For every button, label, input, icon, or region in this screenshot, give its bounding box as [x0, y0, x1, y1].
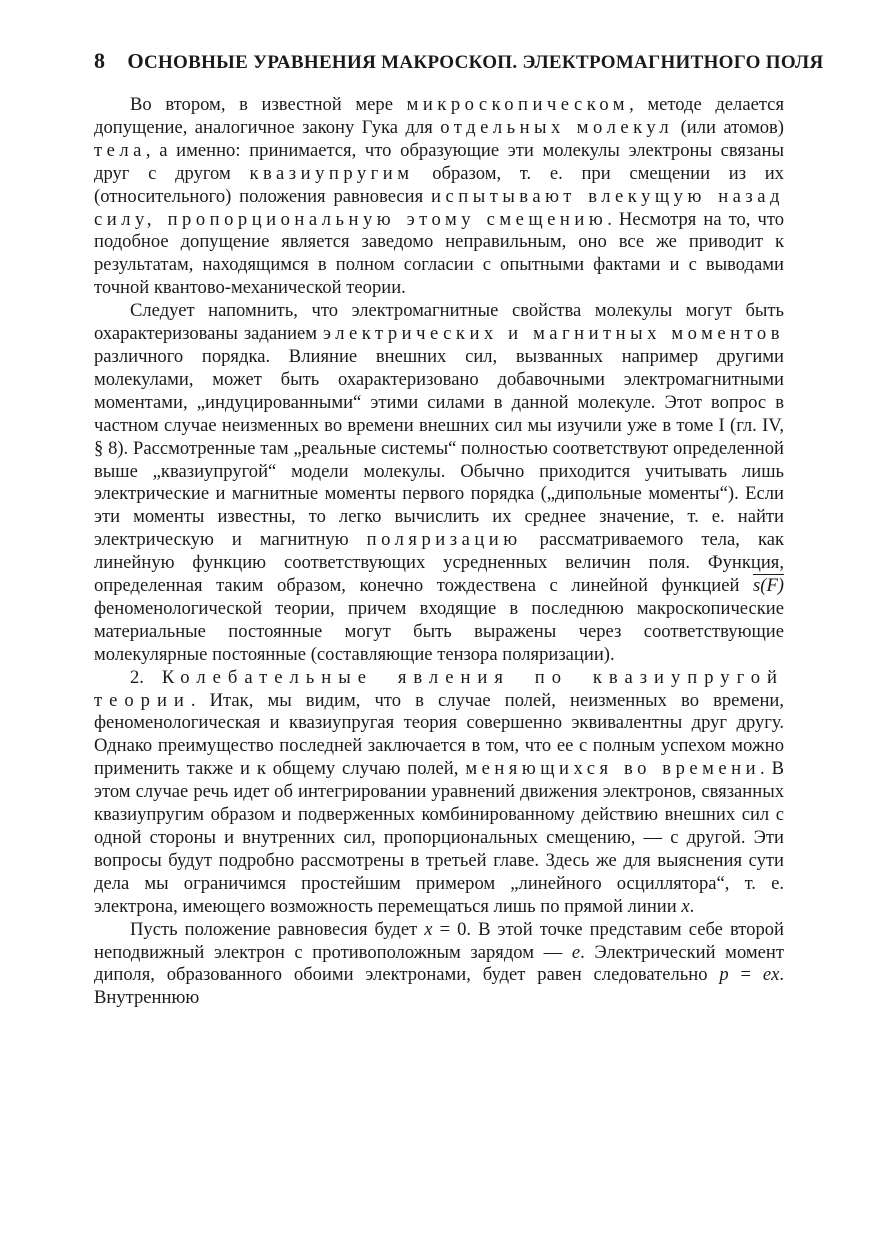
text-run: Во втором, в известной мере: [130, 94, 407, 115]
paragraph-4: [94, 919, 784, 1011]
text-run: . Электрический момент диполя, образованного обоими электронами, будет равен следовательно: [94, 941, 784, 986]
page-number: 8: [94, 48, 106, 73]
emphasized-text: x: [424, 918, 433, 940]
emphasized-text: меняющихся во времени: [465, 758, 761, 780]
emphasized-text: испытывают влекущую назад силу, пропорциональную этому смещению: [94, 185, 784, 230]
body-text: [94, 94, 784, 1010]
emphasized-text: ex: [762, 964, 780, 986]
running-head: [94, 48, 824, 74]
text-run: рассматриваемого тела, как линейную функцию соответствующих усредненных величин поля. Функция, определенная таким образом, конечно тождествена с линейной функцией: [94, 529, 785, 597]
emphasized-text: x: [681, 895, 690, 917]
text-run: . Внутреннюю: [94, 964, 784, 1009]
text-run: образом, т. е. при смещении из их (относительного) положения равновесия: [94, 162, 784, 207]
emphasized-text: поляризацию: [366, 529, 522, 551]
text-run: 2.: [130, 666, 162, 688]
emphasized-text: s(F): [753, 575, 784, 597]
emphasized-text: квазиупругим: [249, 162, 414, 184]
text-run: . Итак, мы видим, что в случае полей, неизменных во времени, феноменологическая и квазиупругая теория совершенно эквивалентны друг другу. Однако преимущество последней заключается в том, что ее с полным успехом можно применить также и к общему случаю полей,: [94, 689, 784, 780]
emphasized-text: Колебательные явления по квазиупругой теории: [94, 666, 785, 711]
text-run: феноменологической теории, причем входящие в последнюю макроскопические материальные постоянные могут быть выражены через соответствующие молекулярные постоянные (составляющие тензора поляризации).: [94, 597, 784, 665]
text-run: . В этом случае речь идет об интегрировании уравнений движения электронов, связанных квазиупругим образом и подверженных комбинированному действию внешних сил с одной стороны и внутренних сил, пропорциональных смещению, — с другой. Эти вопросы будут подробно рассмотрены в третьей главе. Здесь же для выяснения сути дела мы ограничимся простейшим примером „линейного осциллятора“, т. е. электрона, имеющего возможность перемещаться лишь по прямой линии: [94, 758, 784, 917]
emphasized-text: микроскопическом: [406, 94, 630, 115]
text-run: , а именно: принимается, что образующие эти молекулы электроны связаны друг с другом: [94, 139, 784, 184]
text-run: =: [728, 964, 763, 986]
text-run: Пусть положение равновесия будет: [130, 918, 425, 940]
emphasized-text: тела: [94, 139, 146, 161]
text-run: различного порядка. Влияние внешних сил, вызванных например другими молекулами, может быть охарактеризовано добавочными электромагнитными моментами, „индуцированными“ этими силами в данной молекуле. Этот вопрос в частном случае неизменных во времени внешних сил мы изучили уже в томе I (гл. IV, § 8). Рассмотренные там „реальные системы“ полностью соответствуют определенной выше „квазиупругой“ модели молекулы. Обычно приходится учитывать лишь электрические и магнитные моменты первого порядка („дипольные моменты“). Если эти моменты известны, то легко вычислить их среднее значение, т. е. найти электрическую и магнитную: [94, 345, 784, 551]
paragraph-3-section-2: [94, 667, 784, 919]
text-run: , методе делается допущение, аналогичное закону Гука для: [94, 94, 784, 138]
paragraph-2: [94, 300, 784, 667]
running-title: [127, 49, 823, 74]
emphasized-text: электрических и магнитных моментов: [323, 323, 784, 345]
text-run: .: [689, 895, 695, 917]
emphasized-text: p: [719, 964, 729, 986]
emphasized-text: отдельных молекул: [440, 116, 674, 138]
running-title-text: СНОВНЫЕ УРАВНЕНИЯ МАКРОСКОП. ЭЛЕКТРОМАГНИТНОГО ПОЛЯ: [143, 52, 824, 73]
text-run: = 0. В этой точке представим себе второй неподвижный электрон с противоположным зарядом —: [94, 918, 784, 963]
running-title-initial: О: [127, 49, 144, 73]
paragraph-1: [94, 94, 784, 300]
text-run: . Несмотря на то, что подобное допущение является заведомо неправильным, оно все же приводит к результатам, находящимся в полном согласии с опытными фактами и с выводами точной квантово-механической теории.: [94, 208, 785, 299]
emphasized-text: e: [571, 941, 581, 963]
text-run: Следует напомнить, что электромагнитные свойства молекулы могут быть охарактеризованы заданием: [94, 300, 784, 345]
text-run: (или атомов): [673, 116, 784, 138]
